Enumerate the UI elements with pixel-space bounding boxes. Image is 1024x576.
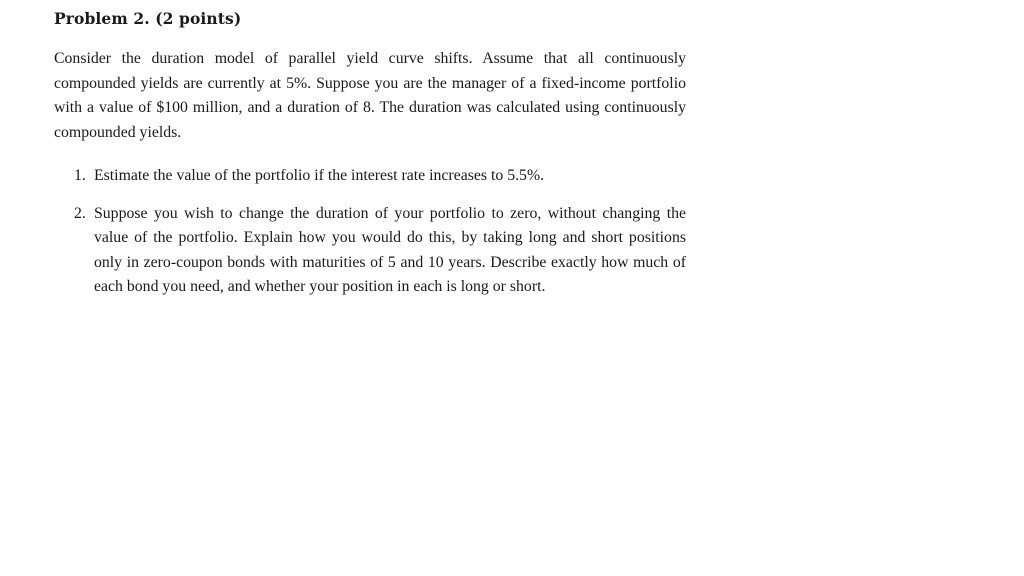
question-item: [54, 164, 686, 189]
question-list: [54, 164, 694, 300]
problem-intro: Consider the duration model of parallel yield curve shifts. Assume that all continuously compounded yields are currently at 5%. Suppose you are the manager of a fixed-income portfolio with a value of $100 million, and a duration of 8. The duration was calculated using continuously compounded yields.: [54, 50, 686, 141]
question-number: 1.: [74, 167, 86, 184]
problem-document: [54, 6, 694, 300]
question-text: Suppose you wish to change the duration of your portfolio to zero, without changing the value of the portfolio. Explain how you would do this, by taking long and short positions only in zero-coupon bonds with maturities of 5 and 10 years. Describe exactly how much of each bond you need, and whether your position in each is long or short.: [94, 204, 686, 295]
question-item: [54, 202, 686, 300]
problem-title: Problem 2. (2 points): [54, 9, 242, 28]
question-number: 2.: [74, 204, 86, 222]
question-text: Estimate the value of the portfolio if the interest rate increases to 5.5%.: [94, 167, 545, 184]
